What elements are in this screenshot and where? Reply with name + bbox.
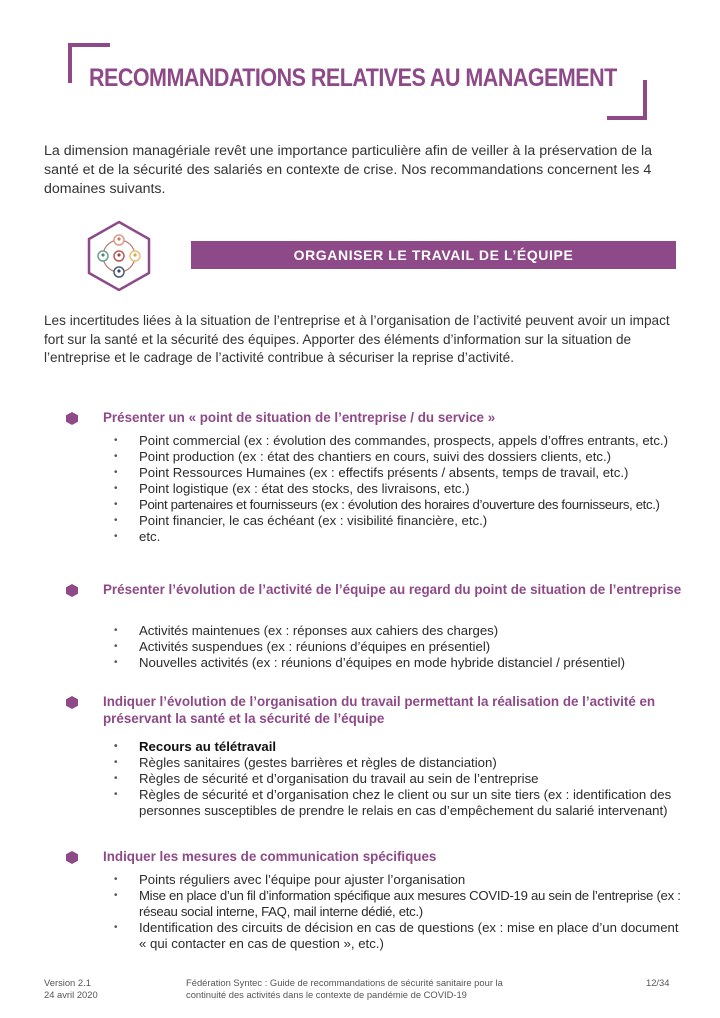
- list-item: • Règles de sécurité et d’organisation chez le client ou sur un site tiers (ex : identification des personnes susceptibles de prendre le relais en cas d’empêchement du salarié intervenant): [114, 787, 686, 819]
- footer-version-block: [44, 977, 98, 1001]
- list-item: • etc.: [114, 529, 686, 545]
- section-band-label: ORGANISER LE TRAVAIL DE L’ÉQUIPE: [293, 247, 574, 263]
- list-item: • Point Ressources Humaines (ex : effectifs présents / absents, temps de travail, etc.): [114, 465, 686, 481]
- list-item: • Point financier, le cas échéant (ex : visibilité financière, etc.): [114, 513, 686, 529]
- hexagon-bullet-icon: [66, 696, 78, 709]
- hexagon-bullet-icon: [66, 851, 78, 864]
- list-item: • Activités suspendues (ex : réunions d’équipes en présentiel): [114, 639, 686, 655]
- page-number: 12/34: [646, 977, 670, 988]
- intro-paragraph: La dimension managériale revêt une importance particulière afin de veiller à la préservation de la santé et de la sécurité des salariés en contexte de crise. Nos recommandations concernent les 4 domaines suivants.: [44, 143, 653, 197]
- section-title: Indiquer l’évolution de l’organisation du travail permettant la réalisation de l’activité en préservant la santé et la sécurité de l’équipe: [103, 694, 656, 726]
- list-item: • Règles sanitaires (gestes barrières et règles de distanciation): [114, 755, 686, 771]
- footer-date: 24 avril 2020: [44, 989, 98, 1000]
- section-title: Indiquer les mesures de communication spécifiques: [103, 849, 437, 864]
- recommendation-section: [66, 693, 686, 819]
- list-item: • Point commercial (ex : évolution des commandes, prospects, appels d’offres entrants, etc.): [114, 433, 686, 449]
- footer-version: Version 2.1: [44, 977, 91, 988]
- footer-document-title: [186, 977, 586, 1001]
- list-item: • Point partenaires et fournisseurs (ex : évolution des horaires d’ouverture des fournisseurs, etc.): [114, 497, 686, 513]
- page-title: RECOMMANDATIONS RELATIVES AU MANAGEMENT: [89, 64, 617, 92]
- list-item: • Recours au télétravail: [114, 739, 686, 755]
- list-item: • Point logistique (ex : état des stocks, des livraisons, etc.): [114, 481, 686, 497]
- recommendation-section: [66, 409, 686, 545]
- recommendation-section: [66, 848, 686, 952]
- list-item: • Règles de sécurité et d’organisation du travail au sein de l’entreprise: [114, 771, 686, 787]
- recommendation-section: [66, 581, 686, 671]
- list-item: • Identification des circuits de décision en cas de questions (ex : mise en place d’un document « qui contacter en cas de question », etc.): [114, 920, 686, 952]
- list-item: • Point production (ex : état des chantiers en cours, suivi des dossiers clients, etc.): [114, 449, 686, 465]
- footer-doc-line-1: Fédération Syntec : Guide de recommandations de sécurité sanitaire pour la: [186, 977, 503, 988]
- footer-doc-line-2: continuité des activités dans le contexte de pandémie de COVID-19: [186, 989, 467, 1000]
- context-paragraph: Les incertitudes liées à la situation de l’entreprise et à l’organisation de l’activité peuvent avoir un impact fort sur la santé et la sécurité des équipes. Apporter des éléments d’information sur la situation de l’entreprise et le cadrage de l’activité contribue à sécuriser la reprise d’activité.: [44, 313, 670, 365]
- hexagon-bullet-icon: [66, 584, 78, 597]
- team-hexagon-icon: [86, 220, 152, 292]
- section-title: Présenter un « point de situation de l’entreprise / du service »: [103, 410, 496, 425]
- list-item: • Points réguliers avec l’équipe pour ajuster l’organisation: [114, 872, 686, 888]
- section-band: [191, 241, 676, 269]
- hexagon-bullet-icon: [66, 412, 78, 425]
- section-title: Présenter l’évolution de l’activité de l’équipe au regard du point de situation de l’entreprise: [103, 582, 682, 597]
- list-item: • Mise en place d’un fil d’information spécifique aux mesures COVID-19 au sein de l’entreprise (ex : réseau social interne, FAQ, mail interne dédié, etc.): [114, 888, 686, 920]
- list-item: • Activités maintenues (ex : réponses aux cahiers des charges): [114, 623, 686, 639]
- list-item: • Nouvelles activités (ex : réunions d’équipes en mode hybride distanciel / présentiel): [114, 655, 686, 671]
